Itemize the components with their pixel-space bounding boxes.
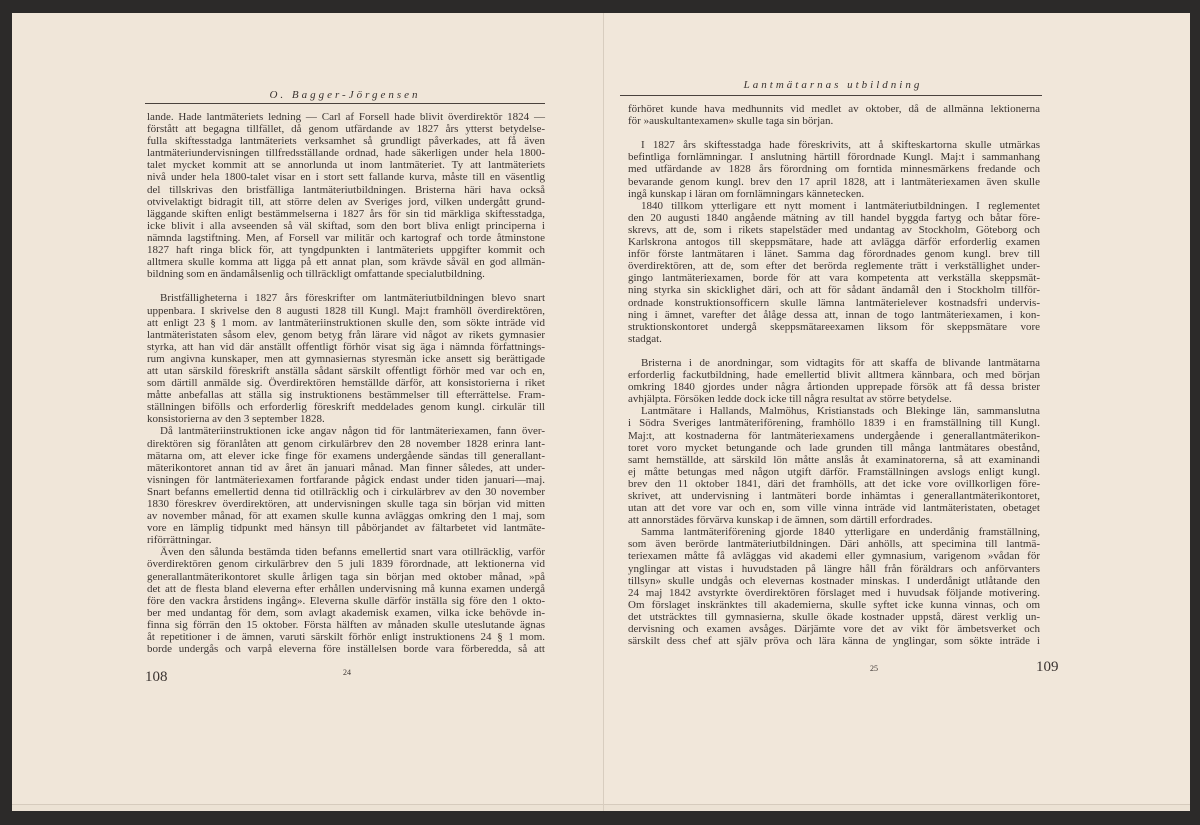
text-line: toret voro mycket betungande och lade grunden till många lantmätares obestånd,: [628, 441, 1040, 454]
text-line: att annorstädes förvärva kunskap i de ämnen, som därtill erfordrades.: [628, 514, 933, 527]
text-line: inför förste lantmätaren i länet. Samma dag förordnades genom kungl. brev till: [628, 248, 1040, 261]
text-line: direktören sig föranlåten att genom cirkulärbrev den 28 november 1828 erinra lant-: [147, 437, 545, 450]
body-text: [147, 111, 545, 655]
text-line: teriexamen måtte få avläggas vid akademi eller gymnasium, varigenom »vådan för: [628, 550, 1040, 563]
text-line: erforderlig fackutbildning, hade emellertid blivit alltmera kännbara, och med början: [628, 369, 1040, 382]
text-line: särskilt dess chef att själv pröva och lära känna de ynglingar, som sökte inträde i: [628, 635, 1040, 648]
paragraph: [147, 292, 545, 425]
text-line: rum angivna kunskaper, men att gymnasiernas styresmän icke ansett sig berättigade: [147, 352, 545, 365]
paragraph: [147, 425, 545, 546]
text-line: att utan särskild föreskrift anställa sådant särskilt offentligt förhör med var och en,: [147, 364, 545, 377]
text-line: skrevs, att de, som i rikets stapelstäder med undantag av Stockholm, Göteborg och: [628, 223, 1040, 236]
paragraph: [628, 139, 1040, 199]
text-line: i Södra Sveriges lantmäteriförening, framhöllo 1839 i en framställning till Kungl.: [628, 417, 1040, 430]
text-line: del tillskrivas den bristfälliga lantmäteriutbildningen. Bristerna häri hava också: [147, 183, 545, 196]
text-line: otvivelaktigt bidragit till, att större delen av Sveriges jord, vilken undergått grund-: [147, 195, 545, 208]
text-line: struktionskontoret undergå skeppsmätareexamen liksom för skeppsmätare vore: [628, 320, 1040, 333]
text-line: dervisning och examen avsåges. Därjämte vore det av vikt för ämbetsverket och: [628, 623, 1040, 636]
paragraph-gap: [147, 280, 545, 292]
text-line: Även den sålunda bestämda tiden befanns emellertid snart vara otillräcklig, varför: [160, 546, 545, 559]
running-head: O. Bagger-Jörgensen: [269, 89, 421, 101]
text-line: förhöret kunde hava medhunnits vid medlet av oktober, då de allmänna lektionerna: [628, 103, 1040, 115]
text-line: vore en lämplig tidpunkt med hänsyn till påbörjandet av fältarbetet vid lantmäte-: [147, 522, 545, 535]
text-line: åt repetitioner i de ämnen, varuti särskilt förhör enligt instruktionens 24 § 1 mom.: [147, 631, 545, 644]
text-line: tillsyn» skulle undgås och elevernas kostnader minskas. I underdånigt utlåtande den: [628, 574, 1040, 587]
text-line: avhjälpta. Försöken ledde dock icke till några resultat av större betydelse.: [628, 393, 952, 406]
text-line: ynglingar att vistas i huvudstaden på längre håll från föräldrars och anförvanters: [628, 562, 1040, 575]
text-line: ingå kunskap i läran om fornlämningars kännetecken.: [628, 187, 865, 200]
text-line: Bristfälligheterna i 1827 års föreskrifter om lantmäteriutbildningen blevo snart: [160, 292, 545, 305]
text-line: som även berörde lantmäteriutbildningen. Däri anhölls, att specimina till lantmä-: [628, 538, 1040, 551]
text-line: mäterikontoret annan tid av året än januari månad. Man finner således, att under-: [147, 461, 545, 474]
header-rule: [620, 95, 1042, 96]
text-line: Bristerna i de anordningar, som vidtagits för att skaffa de blivande lantmätarna: [641, 356, 1040, 369]
text-line: ordnade konstruktionsofficern skulle lämna lantmäterielever kostnadsfri undervis-: [628, 296, 1040, 309]
text-line: omkring 1840 gjordes under några årtionden upprepade försök att få dessa brister: [628, 381, 1040, 394]
text-line: generallantmäterikontoret skulle årligen taga sin början med oktober månad, »på: [147, 570, 545, 583]
paragraph: [628, 526, 1040, 647]
text-line: det utsträcktes till gymnasierna, skulle ökade kostnader uppstå, därest verklig un-: [628, 610, 1040, 623]
page-number: 109: [1036, 659, 1059, 675]
text-line: lantmäteriundervisningen tillfredsställande ordnad, hade säkerligen under hela 1800-: [147, 147, 545, 160]
text-line: 1830 föreskrev överdirektören, att undervisningen skulle taga sin början vid mitten: [147, 498, 545, 510]
paragraph: [628, 103, 1040, 127]
text-line: nivå under hela 1800-talet visar en i stort sett fallande kurva, måste till en väsentlig: [147, 171, 545, 184]
text-line: ning styrka sin skicklighet däri, och att för sådant ändamål den i Stockholm tillför-: [628, 284, 1040, 297]
text-line: förstått att begagna tillfället, då genom utfärdande av 1827 års ytterst betydelse-: [147, 123, 545, 136]
book-spread: [12, 13, 1190, 811]
text-line: överdirektören genom cirkulärbrev den 5 juli 1839 förordnade, att lektionerna vid: [147, 558, 545, 571]
page-number: 108: [145, 669, 168, 685]
page-edge: [12, 804, 603, 811]
text-line: Maj:t, att kostnaderna för lantmäteriexamens undergående i generallantmäterikon-: [628, 429, 1040, 442]
signature-mark: 24: [343, 668, 351, 677]
text-line: före den vackra årstidens ingång». Eleverna skulle därför inställa sig före den 1 okto-: [147, 594, 545, 607]
text-line: bildning som en ändamålsenlig och tillräckligt omfattande specialutbildning.: [147, 268, 485, 281]
text-line: Samma lantmäteriförening gjorde 1840 ytterligare en underdånig framställning,: [641, 526, 1040, 539]
text-line: brev den 11 oktober 1841, däri det framhölls, att det icke vore ovillkorligen före-: [628, 477, 1040, 490]
text-line: alltmera skulle komma att ligga på ett annat plan, som krävde såväl en god allmän-: [147, 256, 545, 269]
paragraph: [628, 357, 1040, 405]
text-line: skrivet, att undervisning i lantmäteri borde inhämtas i generallantmäterikontoret,: [628, 490, 1040, 502]
text-line: ställningen bifölls och erforderlig föreskrift meddelades genom kungl. cirkulär till: [147, 401, 545, 414]
text-line: stadgat.: [628, 332, 662, 345]
text-line: den 20 augusti 1840 angående mätning av till handel byggda fartyg och båtar före-: [628, 211, 1040, 224]
paragraph-gap: [628, 127, 1040, 139]
text-line: borde undergås och varpå eleverna före inställelsen borde vara förberedda, så att: [147, 643, 545, 656]
text-line: Lantmätare i Hallands, Malmöhus, Kristianstads och Blekinge län, sammanslutna: [641, 405, 1040, 418]
text-line: av november månad, för att examen skulle kunna avläggas omkring den 1 maj, som: [147, 510, 545, 523]
text-line: nämnda lagstiftning. Men, af Forsell var militär och kartograf och torde åtminstone: [147, 231, 545, 244]
text-line: gingo lantmäteriexamen, borde för att vara kompetenta att verkställa skeppsmät-: [628, 272, 1040, 285]
text-line: lande. Hade lantmäteriets ledning — Carl af Forsell hade blivit överdirektör 1824 —: [147, 111, 545, 123]
text-line: bevarande genom kungl. brev den 17 april 1828, att i lantmäteriexamen även skulle: [628, 175, 1040, 188]
text-line: Då lantmäteriinstruktionen icke angav någon tid för lantmäteriexamen, fann över-: [160, 425, 545, 438]
left-page: [12, 13, 604, 811]
text-line: I 1827 års skiftesstadga hade föreskrivits, att å skifteskartorna skulle utmärkas: [641, 139, 1040, 152]
text-line: finna sig förrän den 15 oktober. Första hälften av månaden skulle uteslutande ägnas: [147, 618, 545, 631]
paragraph-gap: [628, 345, 1040, 357]
text-line: överdirektören, att de, som efter det berörda reglemente trätt i verkställighet under-: [628, 260, 1040, 273]
text-line: 1827 haft ringa blick för, att tyngdpunkten i lantmäteriets uppgifter kommit och: [147, 244, 545, 257]
text-line: måtte anbefallas att ställa sig instruktionens bestämmelser till efterrättelse. Fram-: [147, 389, 545, 402]
signature-mark: 25: [870, 664, 878, 673]
paragraph: [628, 405, 1040, 526]
text-line: utan att det vore var och en, som ville vinna inträde vid lantmäteristaten, obetaget: [628, 502, 1040, 515]
text-line: 1840 tillkom ytterligare ett nytt moment i lantmäteriutbildningen. I reglementet: [641, 199, 1040, 212]
text-line: ber med undantag för dem, som avlagt akademisk examen, vilka icke behövde in-: [147, 606, 545, 619]
text-line: med utfärdande av 1828 års förordning om forntida minnesmärkens fredande och: [628, 163, 1040, 176]
text-line: läggande skiften enligt bestämmelserna i 1827 års för sin tid märkliga skiftesstadga,: [147, 207, 545, 220]
text-line: samt hemställde, att särskild lön måtte anslås åt examinatorerna, så att examinandi: [628, 453, 1040, 466]
text-line: som därtill anmälde sig. Överdirektören hemställde därför, att konsistorierna i riket: [147, 377, 545, 390]
text-line: fulla skiftesstadga lantmäteriets verksamhet så grundligt påverkades, att få även: [147, 135, 545, 148]
text-line: talet mycket kommit att se annorlunda ut inom lantmäteriet. Ty att lantmäteriets: [147, 159, 545, 172]
text-line: lantmäteristaten såsom elev, genom betyg från lärare vid något av rikets gymnasier: [147, 328, 545, 341]
text-line: mätarna om, att elever icke finge för examens undergående sändas till generallant-: [147, 449, 545, 462]
text-line: 24 maj 1842 avstyrkte överdirektören förslaget med i huvudsak följande motivering.: [628, 586, 1040, 599]
paragraph: [628, 200, 1040, 345]
text-line: riförrättningar.: [147, 534, 212, 547]
page-edge: [604, 804, 1190, 811]
right-page: [604, 13, 1190, 811]
text-line: befintliga fornlämningar. I anslutning härtill förordnade Kungl. Maj:t i sammanhang: [628, 151, 1040, 164]
text-line: visningen för lantmäteriexamen fortfarande pågick endast under tiden januari—maj.: [147, 473, 545, 486]
text-line: Karlskrona antogos till skeppsmätare, hade att avlägga därför erforderlig examen: [628, 236, 1040, 249]
text-line: konsistorierna av den 3 september 1828.: [147, 413, 325, 426]
text-line: Om förslaget inskränktes till akademierna, skulle syftet icke kunna vinnas, och om: [628, 598, 1040, 611]
text-line: icke blivit i alla avseenden så väl skiftad, som den bort bliva enligt principerna i: [147, 219, 545, 232]
paragraph: [147, 111, 545, 280]
text-line: ej måtte betungas med någon utgift därför. Framställningen avslogs enligt kungl.: [628, 465, 1040, 478]
header-rule: [145, 103, 545, 104]
text-line: Snart befanns emellertid denna tid otillräcklig och i cirkulärbrev av den 30 november: [147, 485, 545, 498]
text-line: att enligt 23 § 1 mom. av lantmäteriinstruktionen skulle den, som sökte inträde vid: [147, 316, 545, 329]
text-line: ning i ämnet, varefter det ålåge dessa att, innan de togo lantmäteriexamen, i kon-: [628, 308, 1040, 321]
text-line: uppenbara. I skrivelse den 8 augusti 1828 till Kungl. Maj:t framhöll överdirektören,: [147, 304, 545, 317]
text-line: styrka, att han vid där anställt offentligt förhör visat sig äga i nämnda författnings-: [147, 340, 545, 353]
running-head: Lantmätarnas utbildning: [743, 79, 923, 91]
text-line: det att de flesta bland eleverna efter erhållen undervisning må kunna examen undergå: [147, 582, 545, 595]
text-line: för »auskultantexamen» skulle taga sin början.: [628, 115, 834, 128]
body-text: [628, 103, 1040, 647]
paragraph: [147, 546, 545, 655]
